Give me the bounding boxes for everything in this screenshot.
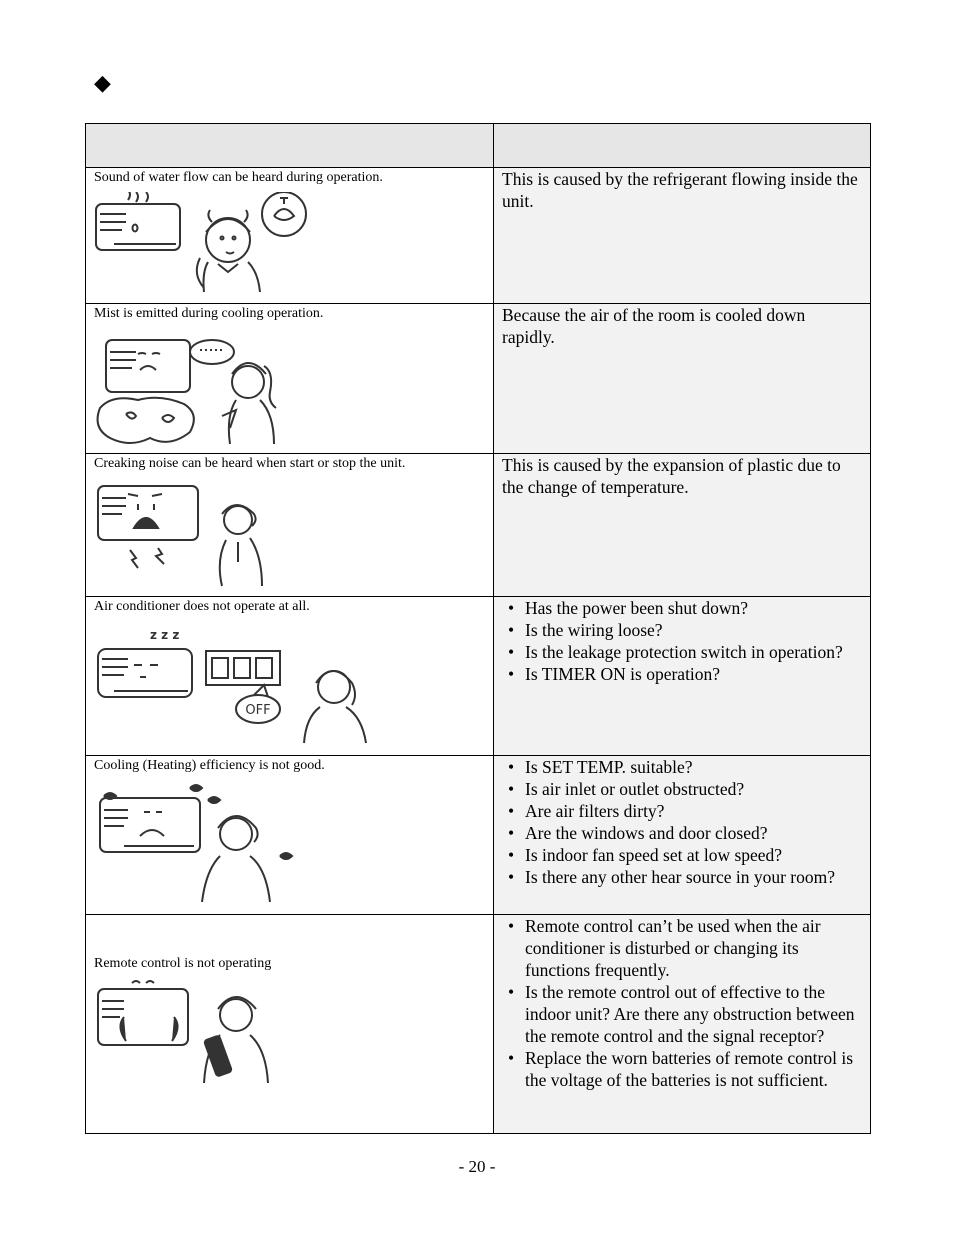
solution-bullet: • Is the remote control out of effective to the indoor unit? Are there any obstruction between the remote control and the signal receptor? <box>502 981 862 1047</box>
solution-bullet: • Remote control can’t be used when the air conditioner is disturbed or changing its functions frequently. <box>502 915 862 981</box>
header-cell-symptom <box>86 124 494 168</box>
symptom-text: Mist is emitted during cooling operation. <box>94 306 324 321</box>
table-row <box>86 756 871 915</box>
water-flow-illustration-icon <box>92 192 322 298</box>
solution-bullet: • Are air filters dirty? <box>502 800 835 822</box>
low-efficiency-illustration-icon <box>94 780 314 906</box>
solution-list <box>494 915 870 1091</box>
symptom-text: Creaking noise can be heard when start or stop the unit. <box>94 456 406 471</box>
solution-bullet: • Is the leakage protection switch in operation? <box>502 641 843 663</box>
symptom-cell <box>86 168 494 304</box>
solution-text: This is caused by the expansion of plastic due to the change of temperature. <box>502 455 841 497</box>
solution-bullet: • Is indoor fan speed set at low speed? <box>502 844 835 866</box>
svg-text:z z z: z z z <box>150 628 180 642</box>
solution-cell <box>494 915 871 1134</box>
solution-bullet: • Replace the worn batteries of remote control is the voltage of the batteries is not sufficient. <box>502 1047 862 1091</box>
symptom-cell <box>86 915 494 1134</box>
solution-cell <box>494 597 871 756</box>
troubleshooting-table <box>85 123 871 1134</box>
header-cell-solution <box>494 124 871 168</box>
symptom-cell <box>86 304 494 454</box>
symptom-cell <box>86 597 494 756</box>
symptom-cell <box>86 454 494 597</box>
solution-cell <box>494 304 871 454</box>
symptom-text: Sound of water flow can be heard during operation. <box>94 170 383 185</box>
solution-list <box>494 597 851 685</box>
table-row <box>86 454 871 597</box>
solution-bullet: • Is the wiring loose? <box>502 619 843 641</box>
solution-bullet: • Is SET TEMP. suitable? <box>502 756 835 778</box>
solution-text: Because the air of the room is cooled down rapidly. <box>502 305 806 347</box>
solution-bullet: • Has the power been shut down? <box>502 597 843 619</box>
symptom-text: Remote control is not operating <box>94 956 272 971</box>
creaking-noise-illustration-icon <box>94 478 284 590</box>
solution-list <box>494 756 843 888</box>
mist-illustration-icon <box>96 330 286 448</box>
table-header-row <box>86 124 871 168</box>
solution-bullet: • Is TIMER ON is operation? <box>502 663 843 685</box>
solution-cell <box>494 168 871 304</box>
solution-bullet: • Is air inlet or outlet obstructed? <box>502 778 835 800</box>
page-number: - 20 - <box>458 1157 496 1176</box>
off-label: OFF <box>245 703 271 718</box>
symptom-text: Cooling (Heating) efficiency is not good. <box>94 758 325 773</box>
symptom-text: Air conditioner does not operate at all. <box>94 599 310 614</box>
table-row <box>86 597 871 756</box>
remote-control-illustration-icon <box>94 977 294 1087</box>
table-row <box>86 304 871 454</box>
solution-cell <box>494 756 871 915</box>
no-operation-illustration-icon <box>94 621 394 745</box>
solution-cell <box>494 454 871 597</box>
diamond-bullet-icon: ◆ <box>94 70 111 95</box>
symptom-cell <box>86 756 494 915</box>
table-row <box>86 915 871 1134</box>
solution-bullet: • Is there any other hear source in your room? <box>502 866 835 888</box>
solution-text: This is caused by the refrigerant flowing inside the unit. <box>502 169 858 211</box>
solution-bullet: • Are the windows and door closed? <box>502 822 835 844</box>
table-row <box>86 168 871 304</box>
